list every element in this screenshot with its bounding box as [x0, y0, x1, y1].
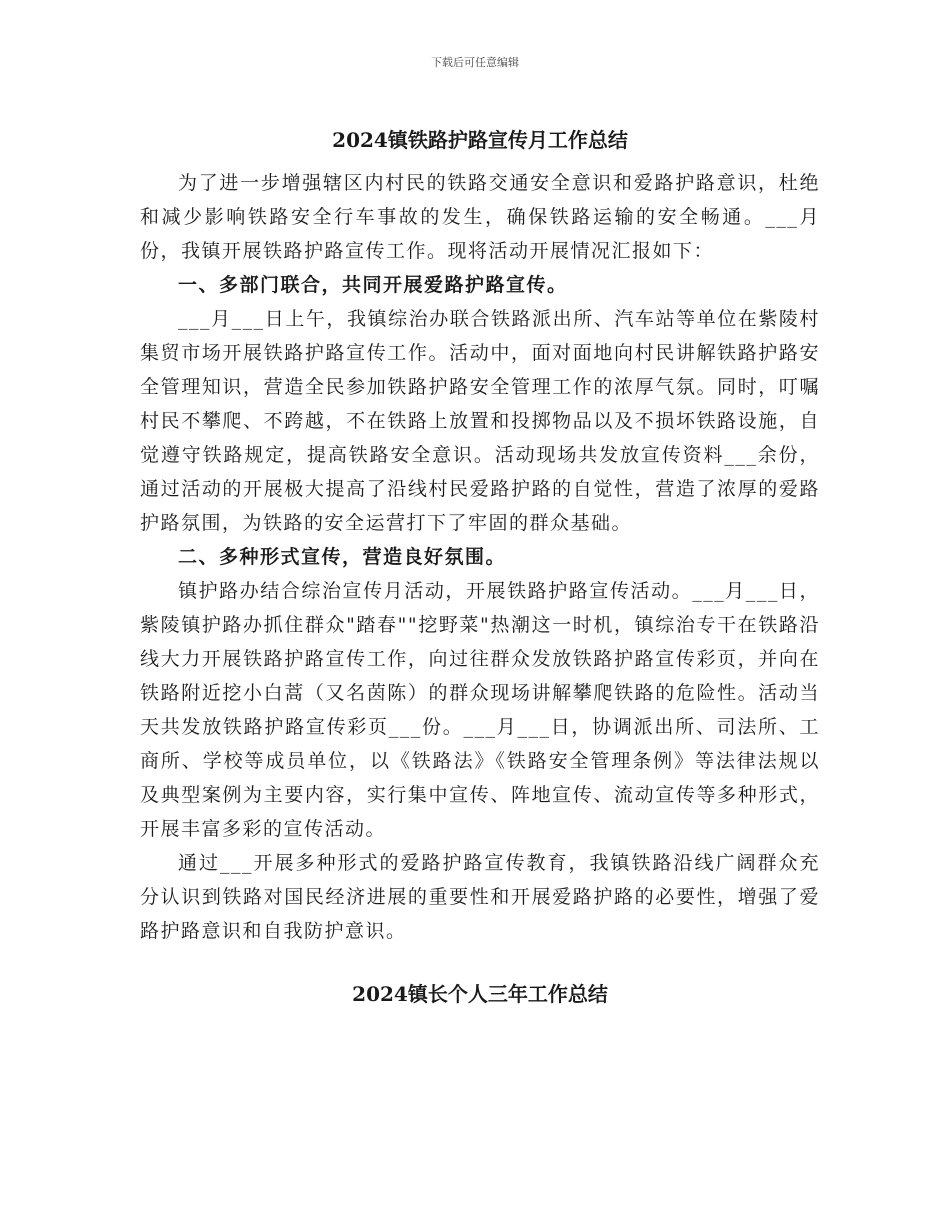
page-header-note: 下载后可任意编辑 [431, 56, 519, 69]
section-2-paragraph: 镇护路办结合综治宣传月活动，开展铁路护路宣传活动。___月___日，紫陵镇护路办抓住群众"踏春""挖野菜"热潮这一时机，镇综治专干在铁路沿线大力开展铁路护路宣传工作，向过往群众发放铁路护路宣传彩页，并向在铁路附近挖小白蒿（又名茵陈）的群众现场讲解攀爬铁路的危险性。活动当天共发放铁路护路宣传彩页___份。___月___日，协调派出所、司法所、工商所、学校等成员单位，以《铁路法》《铁路安全管理条例》等法律法规以及典型案例为主要内容，实行集中宣传、阵地宣传、流动宣传等多种形式，开展丰富多彩的宣传活动。 [140, 580, 820, 840]
section-1-heading: 一、多部门联合，共同开展爱路护路宣传。 [178, 274, 568, 296]
document-title: 2024镇铁路护路宣传月工作总结 [332, 128, 628, 152]
section-1-paragraph: ___月___日上午，我镇综治办联合铁路派出所、汽车站等单位在紫陵村集贸市场开展铁路护路宣传工作。活动中，面对面地向村民讲解铁路护路安全管理知识，营造全民参加铁路护路安全管理工作的浓厚气氛。同时，叮嘱村民不攀爬、不跨越，不在铁路上放置和投掷物品以及不损坏铁路设施，自觉遵守铁路规定，提高铁路安全意识。活动现场共发放宣传资料___余份，通过活动的开展极大提高了沿线村民爱路护路的自觉性，营造了浓厚的爱路护路氛围，为铁路的安全运营打下了牢固的群众基础。 [140, 308, 820, 534]
section-2-heading: 二、多种形式宣传，营造良好氛围。 [178, 546, 507, 568]
next-document-title: 2024镇长个人三年工作总结 [352, 982, 608, 1006]
conclusion-paragraph: 通过___开展多种形式的爱路护路宣传教育，我镇铁路沿线广阔群众充分认识到铁路对国民经济进展的重要性和开展爱路护路的必要性，增强了爱路护路意识和自我防护意识。 [140, 852, 820, 942]
intro-paragraph: 为了进一步增强辖区内村民的铁路交通安全意识和爱路护路意识，杜绝和减少影响铁路安全行车事故的发生，确保铁路运输的安全畅通。___月份，我镇开展铁路护路宣传工作。现将活动开展情况汇报如下： [140, 172, 820, 262]
document-body [140, 120, 820, 1014]
